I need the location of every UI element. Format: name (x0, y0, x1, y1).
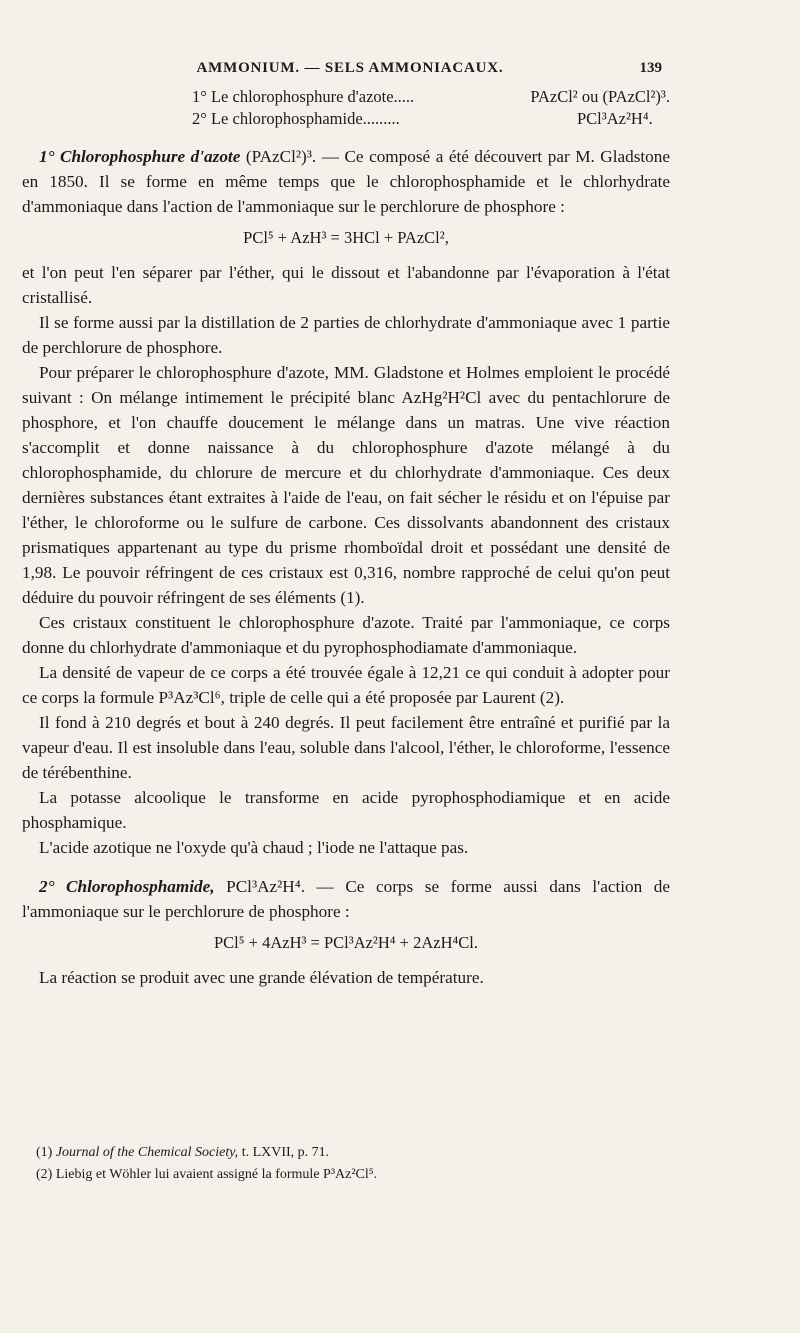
footnote-mark: (1) (36, 1145, 53, 1160)
section-heading: 1° Chlorophosphure d'azote (39, 147, 241, 166)
paragraph (22, 144, 670, 219)
paragraph: Il fond à 210 degrés et bout à 240 degrés. Il peut facilement être entraîné et purifié par la vapeur d'eau. Il est insoluble dans l'eau, soluble dans l'alcool, l'éther, le chloroforme, l'essence de térébenthine. (22, 713, 670, 782)
compound-formula: PCl³Az²H⁴. (577, 109, 653, 128)
paragraph: L'acide azotique ne l'oxyde qu'à chaud ; l'iode ne l'attaque pas. (39, 838, 469, 857)
paragraph: Pour préparer le chlorophosphure d'azote, MM. Gladstone et Holmes emploient le procédé suivant : On mélange intimement le précipité blanc AzHg²H²Cl avec du pentachlorure de phosphore, et l'on chauffe doucement le mélange dans un matras. Une vive réaction s'accomplit et donne naissance à du chlorophosphure d'azote mélangé à du chlorophosphamide, du chlorure de mercure et du chlorhydrate d'ammoniaque. Ces deux dernières substances étant extraites à l'aide de l'eau, on fait sécher le résidu et on l'épuise par l'éther, le chloroforme ou le sulfure de carbone. Ces dissolvants abandonnent des cristaux prismatiques appartenant au type du prisme rhomboïdal droit et possédant une densité de 1,98. Le pouvoir réfringent de ces cristaux est 0,316, nombre rapproché de celui qu'on peut déduire du pouvoir réfringent de ses éléments (1). (22, 363, 670, 607)
footnotes (22, 1142, 670, 1186)
running-title: AMMONIUM. — SELS AMMONIACAUX. (196, 60, 504, 76)
section-gap (22, 860, 670, 874)
compound-name: 1° Le chlorophosphure d'azote..... (192, 87, 415, 106)
compound-list (22, 86, 670, 130)
paragraph: La potasse alcoolique le transforme en acide pyrophosphodiamique et en acide phosphamique. (22, 788, 670, 832)
compound-list-item (22, 86, 670, 108)
paragraph-text: (PAzCl²)³. — Ce composé a été découvert par M. Gladstone en 1850. Il se forme en même temps que le chlorophosphamide et le chlorhydrate d'ammoniaque dans l'action de l'ammoniaque sur le perchlorure de phosphore : (22, 147, 671, 216)
paragraph (22, 874, 670, 924)
compound-name: 2° Le chlorophosphamide......... (192, 109, 400, 128)
equation: PCl⁵ + 4AzH³ = PCl³Az²H⁴ + 2AzH⁴Cl. (214, 933, 478, 952)
equation: PCl⁵ + AzH³ = 3HCl + PAzCl², (243, 228, 449, 247)
footnote: (2) Liebig et Wöhler lui avaient assigné la formule P³Az²Cl⁵. (36, 1167, 378, 1182)
paragraph: et l'on peut l'en séparer par l'éther, qui le dissout et l'abandonne par l'évaporation à l'état cristallisé. (22, 263, 670, 307)
page-header (40, 60, 660, 82)
compound-list-item (22, 108, 670, 130)
page-number: 139 (639, 60, 662, 76)
footnote (22, 1142, 670, 1164)
paragraph: La densité de vapeur de ce corps a été trouvée égale à 12,21 ce qui conduit à adopter pour ce corps la formule P³Az³Cl⁶, triple de celle qui a été proposée par Laurent (2). (22, 663, 670, 707)
compound-formula: PAzCl² ou (PAzCl²)³. (530, 87, 670, 106)
paragraph: Ces cristaux constituent le chlorophosphure d'azote. Traité par l'ammoniaque, ce corps donne du chlorhydrate d'ammoniaque et du pyrophosphodiamate d'ammoniaque. (22, 613, 670, 657)
section-heading: 2° Chlorophosphamide, (39, 877, 215, 896)
body-text (22, 86, 670, 990)
footnote-text: t. LXVII, p. 71. (241, 1145, 330, 1160)
paragraph: La réaction se produit avec une grande élévation de température. (39, 968, 484, 987)
paragraph-text: PCl³Az²H⁴. — Ce corps se forme aussi dans l'action de l'ammoniaque sur le perchlorure de phosphore : (22, 877, 670, 921)
paragraph: Il se forme aussi par la distillation de 2 parties de chlorhydrate d'ammoniaque avec 1 partie de perchlorure de phosphore. (22, 313, 670, 357)
journal-title: Journal of the Chemical Society, (55, 1145, 239, 1160)
